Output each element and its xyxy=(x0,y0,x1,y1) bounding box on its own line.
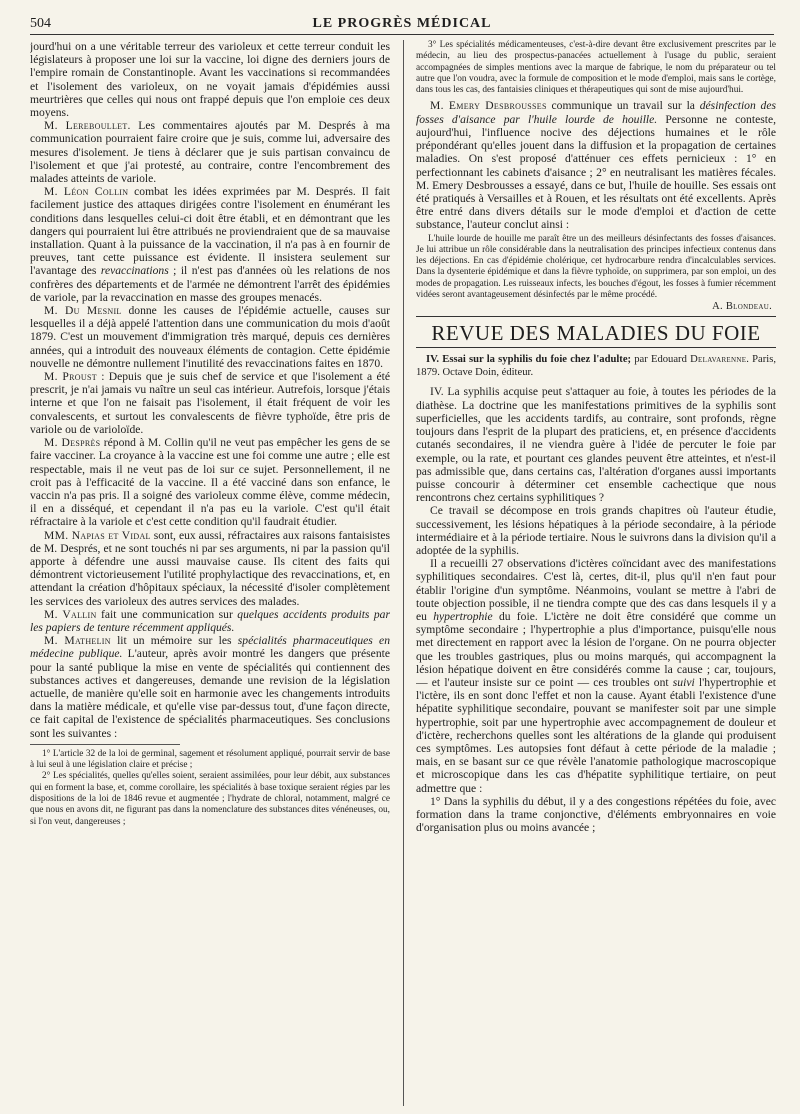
paragraph-text: L'auteur, après avoir montré les dangers que présente pour la santé publique la mise en vente de spécialités qui contiennent des substances actives et dangereuses, demande une revision de la législation actuelle, de manière qu'elle soit en harmonie avec les changements introduits dans la matière médicale, et qu'elle vise par-dessus tout, d'une façon directe, ce fait capital de l'existence de spécialités pharmaceutiques. Ses conclusions sont les suivantes : xyxy=(30,647,390,740)
two-column-body xyxy=(30,40,774,1110)
left-column xyxy=(30,40,390,1106)
conclusion-item: 3° Les spécialités médicamenteuses, c'est-à-dire devant être exclusivement prescrites par le médecin, au lieu des prospectus-panacées actuellement à l'usage du public, seraient accompagnées de simples mentions avec la marque de fabrique, le nom du préparateur ou tel autre que l'on voudra, avec la formule de composition et le mode d'emploi, mais sans le cortège, dans tous les cas, des fantaisies cliniques et thérapeutiques qui sont de mise aujourd'hui. xyxy=(416,40,776,96)
bibliographic-entry xyxy=(416,354,776,379)
paragraph xyxy=(30,185,390,304)
block-quote: L'huile lourde de houille me paraît être un des meilleurs désinfectants des fosses d'aisances. Je lui attribue un rôle considérable dans la neutralisation des principes infectieux contenus dans les déjections. En cas d'épidémie cholérique, cet hydrocarbure rendra d'incalculables services. Dans la dysenterie épidémique et dans la fièvre typhoïde, on supprimera, par son emploi, un des modes de propagation. Les ruisseaux infects, les bouches d'égout, les fosses à fumier récemment vidées seront avantageusement désinfectés par le même procédé. xyxy=(416,233,776,300)
paragraph-text: Il a recueilli 27 observations d'ictères coïncidant avec des manifestations syphilitiques secondaires. C'est là, certes, dit-il, plus qu'il n'en faut pour établir l'origine d'un symptôme. Néanmoins, voulant se mettre à l'abri de toute objection possible, il ne tiendra compte que des cas dans lesquels il y a eu xyxy=(416,557,776,623)
speaker-name: M. Proust xyxy=(44,370,97,384)
conclusion-item: 1° L'article 32 de la loi de germinal, sagement et résolument appliqué, pourrait servir de base à lui seul à une législation claire et précise ; xyxy=(30,748,390,771)
paragraph-text: sont, eux aussi, réfractaires aux raisons fantaisistes de M. Després, et ne sont touchés ni par ses arguments, ni par la passion qu'il apporte à défendre une aussi mauvaise cause. Ils citent des faits qui démontrent victorieusement l'utilité prophylactique des revaccinations, et, en attendant la création d'hôpitaux spéciaux, la nécessité d'isoler complètement les services des varioleux des autres services des malades. xyxy=(30,528,390,608)
paragraph xyxy=(30,436,390,528)
paragraph xyxy=(30,634,390,740)
paragraph-text: du foie. L'ictère ne doit être considéré que comme un symptôme secondaire ; l'hypertrophie a plus d'importance, puisqu'elle nous met directement en rapport avec la lésion de l'organe. On ne pourra objecter que les troubles gastriques, plus ou moins marqués, qui accompagnent la lésion hépatique doivent en être considérés comme la cause ; car, toujours, — et l'auteur insiste sur ce point — ces troubles ont xyxy=(416,609,776,689)
paragraph-text: combat les idées exprimées par M. Després. Il fait facilement justice des attaques dirigées contre l'isolement en énumérant les conditions dans lesquelles celui-ci doit être établi, et en démontrant que les dangers qui pourraient lui être attribués ne proviendraient que de sa mauvaise installation. Quant à la puissance de la vaccination, il n'a pas à en fournir de preuves, tant cette puissance est évidente. Il insistera seulement sur l'avantage des xyxy=(30,185,390,278)
paragraph: Ce travail se décompose en trois grands chapitres où l'auteur étudie, successivement, les lésions hépatiques à la période secondaire, à la période intermédiaire et à la période tertiaire. Nous le suivrons dans la division qu'il a adoptée de la syphilis. xyxy=(416,504,776,557)
italic-text: quelques accidents produits par les papiers de tenture récemment appliqués. xyxy=(30,607,390,634)
paragraph-text: Les commentaires ajoutés par M. Després à ma communication pourraient faire croire que je suis, comme lui, adversaire des mesures d'isolement. Je tiens à déclarer que je suis partisan convaincu de l'isolement et que j'ai protesté, au contraire, contre l'encombrement des malades atteints de variole. xyxy=(30,119,390,186)
italic-text: suivi xyxy=(672,675,695,689)
entry-author: Delavarenne xyxy=(690,354,747,366)
section-rule xyxy=(416,316,776,317)
column-divider xyxy=(403,40,404,1106)
paragraph xyxy=(30,370,390,436)
section-title: REVUE DES MALADIES DU FOIE xyxy=(431,321,761,346)
paragraph xyxy=(416,99,776,231)
speaker-name: MM. Napias et Vidal xyxy=(44,528,151,542)
running-header xyxy=(30,14,774,35)
speaker-name: M. Vallin xyxy=(44,607,97,621)
speaker-name: M. Lereboullet. xyxy=(44,119,131,133)
paragraph-text: lit un mémoire sur les xyxy=(110,634,238,648)
paragraph-text: communique un travail sur la xyxy=(546,99,700,113)
entry-number: IV. xyxy=(426,354,440,366)
paragraph xyxy=(30,608,390,634)
entry-text: . Paris, 1879. Octave Doin, éditeur. xyxy=(416,354,776,378)
paragraph xyxy=(416,557,776,795)
paragraph-text: fait une communication sur xyxy=(96,607,238,621)
footnote-rule xyxy=(30,744,180,745)
paragraph-text: donne les causes de l'épidémie actuelle, causes sur lesquelles il a déjà appelé l'attention dans une communication du mois d'août 1879. C'est un mouvement d'immigration très marqué, depuis ces dernières années, qui a introduit des nouveaux éléments de contagion. Cette épidémie nouvelle ne démontre nullement l'inutilité des revaccinations faites en 1870. xyxy=(30,304,390,370)
italic-text: désinfection des fosses d'aisance par l'huile lourde de houille. xyxy=(416,99,776,126)
section-rule xyxy=(416,347,776,348)
paragraph-text: ; il n'est pas d'années où les relations de nos confrères des départements et de l'armée ne démontrent l'arrêt des épidémies de variole, par la revaccination en masse des groupes menacés. xyxy=(30,264,390,304)
conclusion-item: 2° Les spécialités, quelles qu'elles soient, seraient assimilées, pour leur débit, aux substances qui en forment la base, et, comme corollaire, les spécialités à base toxique seraient régies par les dispositions de la loi de 1846 revue et augmentée ; l'hydrate de chloral, notamment, malgré ce que nous en avons dit, ne figurant pas dans la nomenclature des substances dites vénéneuses, ou, si l'on veut, dangereuses ; xyxy=(30,771,390,827)
speaker-name: M. Mathelin xyxy=(44,634,111,648)
paragraph: 1° Dans la syphilis du début, il y a des congestions répétées du foie, avec formation dans la trame conjonctive, d'éléments embryonnaires en voie d'organisation plus ou moins avancée ; xyxy=(416,794,776,835)
paragraph-text: : Depuis que je suis chef de service et que l'isolement a été prescrit, je n'ai jamais vu naître un seul cas intérieur. Autrefois, lorsque j'étais interne et que l'on ne faisait pas l'isolement, il était fréquent de voir les convalescents, et surtout les convalescents de fièvre typhoïde, être pris de variole ou de varioloïde. xyxy=(30,370,390,436)
paragraph xyxy=(30,119,390,185)
paragraph: jourd'hui on a une véritable terreur des varioleux et cette terreur conduit les législateurs à proposer une loi sur la vaccine, loi digne des derniers jours de l'empire romain de Constantinople. Avant les vaccinations si recommandées et l'isolement des varioleux, on ne voyait jamais d'épidémies aussi meurtrières que celles qui nous ont frappé depuis que l'on emploie ces deux moyens. xyxy=(30,40,390,120)
signature: A. Blondeau. xyxy=(712,301,772,313)
entry-title: Essai sur la syphilis du foie chez l'adulte; xyxy=(439,354,632,366)
italic-text: spécialités pharmaceutiques en médecine publique. xyxy=(30,634,390,661)
paragraph-text: Personne ne conteste, aujourd'hui, l'influence nocive des déjections humaines et le rôle prépondérant qu'elles jouent dans la diffusion et la propagation de certaines maladies. On s'est proposé d'atténuer ces effets pernicieux : 1° en perfectionnant les cabinets d'aisance ; 2° en neutralisant les matières fécales. M. Emery Desbrousses a essayé, dans ce but, l'huile de houille. Ses essais ont été pratiqués à Versailles et à Rouen, et les résultats ont été excellents. Après être entré dans divers détails sur le mode d'emploi et d'action de cette substance, l'auteur conclut ainsi : xyxy=(416,112,776,232)
speaker-name: M. Léon Collin xyxy=(44,185,129,199)
paragraph-text: l'hypertrophie et l'ictère, ils en sont donc l'effet et non la cause. Ayant établi l'existence d'une hépatite syphilitique secondaire, pouvant se manifester soit par une simple hypertrophie, soit par une hypertrophie avec accompagnement de douleur et d'ictère, recherchons quelles sont les altérations de la glande qui produisent ces symptômes. Les autopsies font défaut à cette période de la maladie ; mais, en se basant sur ce que révèle l'anatomie pathologique macroscopique et microscopique dans les cas d'hépatite syphilitique tertiaire, on peut admettre que : xyxy=(416,675,776,795)
page-number: 504 xyxy=(30,16,51,31)
paragraph xyxy=(30,304,390,370)
speaker-name: M. Emery Desbrousses xyxy=(430,99,547,113)
paragraph: IV. La syphilis acquise peut s'attaquer au foie, à toutes les périodes de la diathèse. La doctrine que les manifestations primitives de la syphilis sont superficielles, que les accidents tardifs, au contraire, sont profonds, règne toujours dans l'esprit de la plupart des praticiens, et, en présence d'accidents cutanés secondaires, il ne viendra guère à l'idée de percuter le foie par exemple, ou la rate, et pourtant ces glandes peuvent être atteintes, et n'est-il pas admissible que, dans certains cas, l'altération d'organes aussi importants puisse concourir à déterminer cet ensemble cachectique que nous rencontrons chez certains syphilitiques ? xyxy=(416,385,776,505)
entry-text: par Edouard xyxy=(631,354,691,366)
speaker-name: M. Desprès xyxy=(44,436,101,450)
italic-text: revaccinations xyxy=(100,264,169,278)
italic-text: hypertrophie xyxy=(433,609,493,623)
speaker-name: M. Du Mesnil xyxy=(44,304,122,318)
paragraph-text: répond à M. Collin qu'il ne veut pas empêcher les gens de se faire vacciner. La croyance à la vaccine est une foi comme une autre ; elle est respectable, mais il ne veut pas de loi sur ce sujet. Personnellement, il ne croit pas à l'efficacité de la vaccine. Il a été vacciné dans son enfance, le vaccin n'a pas pris. Il a soigné des varioleux comme élève, comme médecin, il en a disséqué, et cependant il n'a pas eu la variole. C'est qu'il était réfractaire à la variole et c'est cette condition qu'il faudrait étudier. xyxy=(30,436,390,529)
paragraph xyxy=(30,529,390,608)
right-column xyxy=(416,40,776,1106)
journal-title: LE PROGRÈS MÉDICAL xyxy=(312,16,492,31)
